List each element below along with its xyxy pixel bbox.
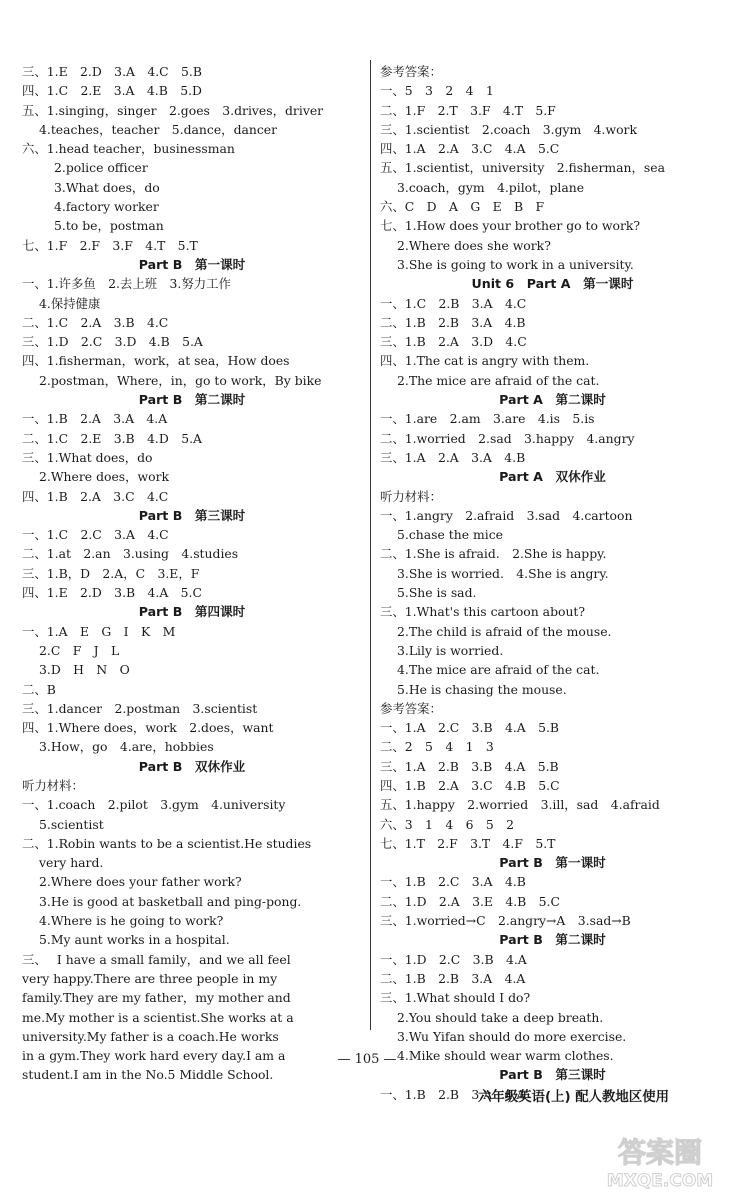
answer-line: 三、1.What's this cartoon about? bbox=[380, 604, 586, 620]
answer-line: 一、1.D 2.C 3.B 4.A bbox=[380, 951, 527, 967]
section-heading: Unit 6 Part A 第一课时 bbox=[471, 276, 634, 292]
answer-line: 参考答案： bbox=[380, 700, 442, 716]
answer-line: 四、1.E 2.D 3.B 4.A 5.C bbox=[22, 585, 202, 601]
answer-line: 一、1.A E G I K M bbox=[22, 623, 176, 639]
answer-line: 三、1.scientist 2.coach 3.gym 4.work bbox=[380, 121, 637, 137]
answer-line: 一、5 3 2 4 1 bbox=[380, 83, 494, 99]
answer-line: 二、2 5 4 1 3 bbox=[380, 739, 494, 755]
watermark-domain: MXQE.COM bbox=[606, 1171, 714, 1191]
answer-line: 三、1.dancer 2.postman 3.scientist bbox=[22, 700, 258, 716]
column-divider bbox=[370, 60, 371, 1030]
answer-line: 二、1.D 2.A 3.E 4.B 5.C bbox=[380, 893, 560, 909]
answer-line: 一、1.A 2.C 3.B 4.A 5.B bbox=[380, 720, 560, 736]
answer-line: very happy.There are three people in my bbox=[22, 970, 278, 986]
answer-line: 四、1.A 2.A 3.C 4.A 5.C bbox=[380, 141, 560, 157]
answer-line: 3.What does，do bbox=[54, 179, 160, 195]
answer-line: 五、1.scientist，university 2.fisherman，sea bbox=[380, 160, 665, 176]
answer-line: 二、1.Robin wants to be a scientist.He studies bbox=[22, 835, 312, 851]
answer-line: 一、1.are 2.am 3.are 4.is 5.is bbox=[380, 411, 595, 427]
answer-line: 5.to be，postman bbox=[54, 218, 164, 234]
answer-line: very hard. bbox=[39, 855, 104, 871]
answer-line: 二、1.C 2.E 3.B 4.D 5.A bbox=[22, 430, 202, 446]
answer-line: 二、1.F 2.T 3.F 4.T 5.F bbox=[380, 102, 556, 118]
answer-line: 一、1.C 2.B 3.A 4.C bbox=[380, 295, 527, 311]
section-heading: Part B 第四课时 bbox=[138, 604, 246, 620]
answer-line: 2.postman，Where，in，go to work，By bike bbox=[39, 372, 322, 388]
answer-line: me.My mother is a scientist.She works at a bbox=[22, 1009, 294, 1025]
answer-line: 参考答案： bbox=[380, 64, 442, 79]
answer-line: 四、1.fisherman，work，at sea，How does bbox=[22, 353, 290, 369]
section-heading: Part B 第一课时 bbox=[138, 256, 246, 272]
left-column bbox=[22, 62, 362, 1085]
answer-line: 一、1.coach 2.pilot 3.gym 4.university bbox=[22, 797, 286, 813]
answer-line: 2.C F J L bbox=[39, 642, 120, 658]
section-heading: Part B 双休作业 bbox=[138, 758, 246, 774]
answer-line: 三、 I have a small family，and we all feel bbox=[22, 951, 291, 967]
answer-line: 一、1.B 2.A 3.A 4.A bbox=[22, 411, 168, 427]
answer-line: 四、1.B 2.A 3.C 4.B 5.C bbox=[380, 777, 560, 793]
watermark-text: 答案圈 bbox=[617, 1136, 703, 1169]
answer-line: 三、1.A 2.B 3.B 4.A 5.B bbox=[380, 758, 559, 774]
answer-line: 3.She is worried. 4.She is angry. bbox=[397, 565, 609, 581]
answer-line: university.My father is a coach.He works bbox=[22, 1028, 279, 1044]
answer-line: 三、1.B，D 2.A，C 3.E，F bbox=[22, 565, 200, 581]
answer-line: 六、1.head teacher，businessman bbox=[22, 141, 235, 157]
answer-line: 一、1.angry 2.afraid 3.sad 4.cartoon bbox=[380, 507, 633, 523]
answer-line: 2.Where does，work bbox=[39, 469, 170, 485]
answer-line: 3.D H N O bbox=[39, 662, 130, 678]
answer-line: 3.He is good at basketball and ping-pong. bbox=[39, 893, 302, 909]
answer-line: 一、1.许多鱼 2.去上班 3.努力工作 bbox=[22, 276, 231, 292]
answer-line: 三、1.A 2.A 3.A 4.B bbox=[380, 449, 526, 465]
answer-line: 5.He is chasing the mouse. bbox=[397, 681, 567, 697]
answer-line: 3.Lily is worried. bbox=[397, 642, 504, 658]
answer-line: 2.The mice are afraid of the cat. bbox=[397, 372, 600, 388]
answer-line: 3.coach，gym 4.pilot，plane bbox=[397, 179, 585, 195]
section-heading: Part A 双休作业 bbox=[499, 469, 606, 485]
answer-line: 七、1.F 2.F 3.F 4.T 5.T bbox=[22, 237, 198, 253]
section-heading: Part A 第二课时 bbox=[499, 392, 606, 408]
answer-line: 5.chase the mice bbox=[397, 527, 503, 543]
answer-line: 听力材料： bbox=[22, 777, 84, 793]
answer-line: 4.保持健康 bbox=[39, 295, 101, 311]
answer-line: 听力材料： bbox=[380, 488, 442, 504]
answer-line: student.I am in the No.5 Middle School. bbox=[22, 1067, 274, 1083]
answer-line: 3.How，go 4.are，hobbies bbox=[39, 739, 214, 755]
answer-line: 三、1.B 2.A 3.D 4.C bbox=[380, 334, 527, 350]
answer-line: 3.Wu Yifan should do more exercise. bbox=[397, 1028, 627, 1044]
watermark-logo bbox=[590, 1128, 730, 1192]
answer-line: 五、1.happy 2.worried 3.ill，sad 4.afraid bbox=[380, 797, 660, 813]
answer-line: 三、1.What should I do? bbox=[380, 990, 531, 1006]
answer-line: 2.You should take a deep breath. bbox=[397, 1009, 604, 1025]
answer-line: 2.The child is afraid of the mouse. bbox=[397, 623, 612, 639]
answer-line: 二、1.C 2.A 3.B 4.C bbox=[22, 314, 169, 330]
section-heading: Part B 第三课时 bbox=[138, 507, 246, 523]
section-heading: Part B 第三课时 bbox=[499, 1067, 606, 1083]
answer-line: 六、C D A G E B F bbox=[380, 199, 545, 215]
answer-line: 五、1.singing，singer 2.goes 3.drives，driver bbox=[22, 102, 324, 118]
answer-line: 3.She is going to work in a university. bbox=[397, 256, 634, 272]
answer-line: 4.factory worker bbox=[54, 199, 159, 215]
answer-line: family.They are my father，my mother and bbox=[22, 990, 291, 1006]
answer-line: 4.The mice are afraid of the cat. bbox=[397, 662, 600, 678]
answer-line: 5.She is sad. bbox=[397, 585, 477, 601]
answer-line: 三、1.D 2.C 3.D 4.B 5.A bbox=[22, 334, 203, 350]
answer-line: 三、1.What does，do bbox=[22, 449, 153, 465]
answer-line: 四、1.Where does，work 2.does，want bbox=[22, 720, 274, 736]
answer-line: 2.police officer bbox=[54, 160, 148, 176]
answer-line: 4.teaches，teacher 5.dance，dancer bbox=[39, 121, 278, 137]
page-number: — 105 — bbox=[337, 1052, 397, 1067]
answer-line: 三、1.worried→C 2.angry→A 3.sad→B bbox=[380, 913, 631, 929]
answer-line: 二、1.B 2.B 3.A 4.B bbox=[380, 314, 526, 330]
section-heading: Part B 第一课时 bbox=[499, 855, 606, 871]
answer-line: 四、1.The cat is angry with them. bbox=[380, 353, 590, 369]
answer-line: 5.scientist bbox=[39, 816, 104, 832]
answer-line: in a gym.They work hard every day.I am a bbox=[22, 1048, 286, 1064]
answer-line: 2.Where does your father work? bbox=[39, 874, 242, 890]
answer-line: 4.Mike should wear warm clothes. bbox=[397, 1048, 614, 1064]
section-heading: Part B 第二课时 bbox=[499, 932, 606, 948]
answer-line: 2.Where does she work? bbox=[397, 237, 551, 253]
right-column bbox=[380, 62, 725, 1104]
answer-line: 二、1.She is afraid. 2.She is happy. bbox=[380, 546, 607, 562]
answer-line: 二、1.at 2.an 3.using 4.studies bbox=[22, 546, 239, 562]
section-heading: Part B 第二课时 bbox=[138, 392, 246, 408]
answer-line: 二、B bbox=[22, 681, 56, 697]
answer-line: 二、1.B 2.B 3.A 4.A bbox=[380, 970, 526, 986]
answer-line: 一、1.B 2.C 3.A 4.B bbox=[380, 874, 526, 890]
answer-line: 四、1.C 2.E 3.A 4.B 5.D bbox=[22, 83, 202, 99]
answer-line: 七、1.T 2.F 3.T 4.F 5.T bbox=[380, 835, 556, 851]
answer-line: 七、1.How does your brother go to work? bbox=[380, 218, 641, 234]
book-label: 六年级英语(上) 配人教地区使用 bbox=[478, 1090, 669, 1105]
answer-line: 4.Where is he going to work? bbox=[39, 913, 224, 929]
answer-line: 三、1.E 2.D 3.A 4.C 5.B bbox=[22, 64, 202, 79]
answer-line: 一、1.B 2.B 3.A 4.A bbox=[380, 1086, 526, 1102]
answer-line: 六、3 1 4 6 5 2 bbox=[380, 816, 515, 832]
answer-line: 一、1.C 2.C 3.A 4.C bbox=[22, 527, 169, 543]
answer-line: 5.My aunt works in a hospital. bbox=[39, 932, 230, 948]
answer-line: 四、1.B 2.A 3.C 4.C bbox=[22, 488, 169, 504]
answer-line: 二、1.worried 2.sad 3.happy 4.angry bbox=[380, 430, 635, 446]
